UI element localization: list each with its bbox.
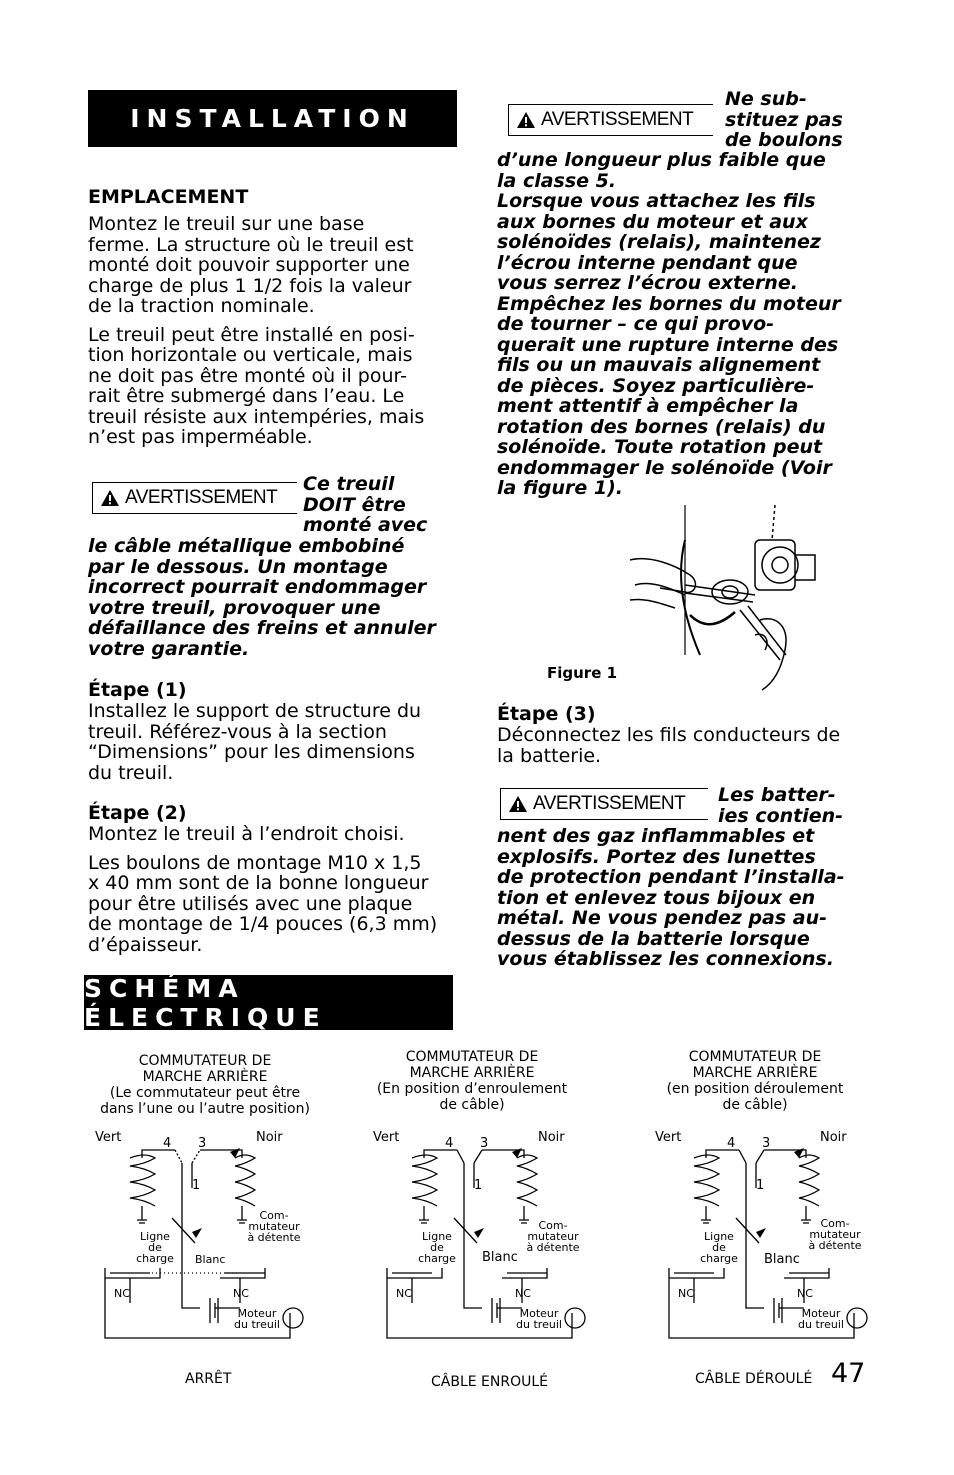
wiring-diagram-wind xyxy=(372,1128,602,1343)
vert-label: Vert xyxy=(95,1130,122,1145)
text-line: rait être submergé dans l’eau. Le xyxy=(88,385,405,407)
text-line: (en position déroulement xyxy=(666,1081,844,1097)
schema-title: SCHÉMA ÉLECTRIQUE xyxy=(84,973,327,1032)
text-line: Déconnectez les fils conducteurs de xyxy=(497,724,841,746)
text-line: vous serrez l’écrou externe. xyxy=(497,272,798,294)
text-line: la classe 5. xyxy=(497,169,617,192)
text-line: Montez le treuil sur une base xyxy=(88,213,365,235)
warning-badge xyxy=(500,788,708,820)
text-line: de pièces. Soyez particulière- xyxy=(497,374,815,397)
warning-3-text xyxy=(497,826,887,970)
commutateur-label xyxy=(806,1218,864,1251)
text-line: fils ou un mauvais alignement xyxy=(497,354,821,376)
emplacement-paragraph-1 xyxy=(88,214,458,317)
step-2-heading: Étape (2) xyxy=(88,802,187,824)
text-line: Com- xyxy=(259,1209,289,1222)
text-line: treuil. Référez-vous à la section xyxy=(88,720,387,743)
text-line: n’est pas imperméable. xyxy=(88,426,313,448)
text-line: pour être utilisés avec une plaque xyxy=(88,892,413,915)
text-line: Les batter- xyxy=(718,784,836,806)
text-line: du treuil xyxy=(516,1318,562,1331)
nc-label: NC xyxy=(114,1287,130,1300)
moteur-label xyxy=(232,1308,282,1330)
text-line: solénoïde. Toute rotation peut xyxy=(497,436,823,458)
text-line: à détente xyxy=(247,1231,301,1244)
nc-label: NC xyxy=(678,1287,694,1300)
text-line: Moteur xyxy=(801,1307,841,1320)
text-line: Empêchez les bornes du moteur xyxy=(497,292,841,315)
text-line: Ligne xyxy=(140,1230,170,1243)
text-line: de montage de 1/4 pouces (6,3 mm) xyxy=(88,913,438,935)
noir-label: Noir xyxy=(820,1130,847,1145)
text-line: solénoïdes (relais), maintenez xyxy=(497,231,821,253)
nc-label: NC xyxy=(396,1287,412,1300)
diagram-2-footer: CÂBLE ENROULÉ xyxy=(431,1374,549,1390)
text-line: mutateur xyxy=(248,1220,300,1233)
vert-label: Vert xyxy=(655,1130,682,1145)
text-line: rotation des bornes (relais) du xyxy=(497,415,826,438)
text-line: dessus de la batterie lorsque xyxy=(497,927,810,950)
emplacement-heading: EMPLACEMENT xyxy=(88,186,249,208)
schema-title-bar xyxy=(84,975,453,1030)
emplacement-section xyxy=(88,186,458,448)
ligne-de-charge-label xyxy=(412,1231,462,1264)
blanc-label: Blanc xyxy=(482,1250,518,1265)
text-line: x 40 mm sont de la bonne longueur xyxy=(88,872,429,894)
text-line: monté avec xyxy=(303,514,428,536)
text-line: incorrect pourrait endommager xyxy=(88,576,427,598)
text-line: à détente xyxy=(808,1239,862,1252)
text-line: ment attentif à empêcher la xyxy=(497,395,799,417)
text-line: tion et enlevez tous bijoux en xyxy=(497,886,816,909)
warning-badge-label: AVERTISSEMENT xyxy=(125,487,278,508)
warning-triangle-icon xyxy=(509,796,527,812)
text-line: Com- xyxy=(820,1217,850,1230)
step-2 xyxy=(88,802,458,955)
text-line: (Le commutateur peut être xyxy=(109,1085,301,1101)
text-line: de xyxy=(430,1241,444,1254)
text-line: de câble) xyxy=(722,1097,788,1113)
text-line: défaillance des freins et annuler xyxy=(88,617,436,639)
warning-1-text xyxy=(88,536,468,659)
wiring-diagram-unwind xyxy=(654,1128,884,1343)
text-line: votre garantie. xyxy=(88,637,250,660)
text-line: MARCHE ARRIÈRE xyxy=(142,1069,268,1085)
text-line: ies contien- xyxy=(718,804,844,827)
text-line: mutateur xyxy=(809,1228,861,1241)
text-line: Ne sub- xyxy=(725,88,807,110)
text-line: charge xyxy=(418,1252,456,1265)
wiring-diagram-off xyxy=(90,1128,320,1343)
terminal-4-label: 4 xyxy=(163,1136,172,1151)
text-line: COMMUTATEUR DE xyxy=(138,1053,272,1069)
terminal-3-label: 3 xyxy=(198,1136,207,1151)
text-line: Installez le support de structure du xyxy=(88,700,422,722)
text-line: “Dimensions” pour les dimensions xyxy=(88,741,415,763)
text-line: du treuil xyxy=(234,1318,280,1331)
text-line: tion horizontale ou verticale, mais xyxy=(88,344,413,366)
page-number: 47 xyxy=(831,1358,866,1389)
step-1-heading: Étape (1) xyxy=(88,679,187,701)
text-line: MARCHE ARRIÈRE xyxy=(409,1065,535,1081)
blanc-label: Blanc xyxy=(764,1252,800,1267)
text-line: explosifs. Portez des lunettes xyxy=(497,845,816,868)
text-line: du treuil. xyxy=(88,761,174,784)
text-line: charge xyxy=(700,1252,738,1265)
text-line: charge xyxy=(136,1252,174,1265)
diagram-2-caption xyxy=(357,1049,587,1113)
text-line: ne doit pas être monté où il pour- xyxy=(88,364,407,387)
text-line: querait une rupture interne des xyxy=(497,333,839,356)
blanc-label: Blanc xyxy=(195,1253,226,1266)
text-line: de tourner – ce qui provo- xyxy=(497,313,775,335)
text-line: vous établissez les connexions. xyxy=(497,948,834,970)
text-line: Les boulons de montage M10 x 1,5 xyxy=(88,851,422,874)
text-line: charge de plus 1 1/2 fois la valeur xyxy=(88,274,412,297)
text-line: le câble métallique embobiné xyxy=(88,535,405,557)
terminal-4-label: 4 xyxy=(445,1136,454,1151)
warning-badge-label: AVERTISSEMENT xyxy=(541,109,694,130)
text-line: de xyxy=(148,1241,162,1254)
noir-label: Noir xyxy=(256,1130,283,1145)
ligne-de-charge-label xyxy=(694,1231,744,1264)
text-line: DOIT être xyxy=(303,493,406,516)
text-line: Com- xyxy=(538,1219,568,1232)
warning-badge xyxy=(92,482,297,514)
moteur-label xyxy=(796,1308,846,1330)
text-line: MARCHE ARRIÈRE xyxy=(692,1065,818,1081)
diagram-3-caption xyxy=(640,1049,870,1113)
warning-1-side-text xyxy=(303,474,427,536)
text-line: de la traction nominale. xyxy=(88,295,315,317)
text-line: (En position d’enroulement xyxy=(376,1081,568,1097)
step-1 xyxy=(88,679,458,783)
text-line: Ce treuil xyxy=(303,473,395,495)
terminal-3-label: 3 xyxy=(762,1136,771,1151)
warning-2-text xyxy=(497,150,877,499)
terminal-4-label: 4 xyxy=(727,1136,736,1151)
warning-3-side-text xyxy=(718,785,843,826)
text-line: Ligne xyxy=(422,1230,452,1243)
figure-1-illustration xyxy=(590,500,830,695)
installation-title-bar xyxy=(88,90,457,147)
noir-label: Noir xyxy=(538,1130,565,1145)
text-line: COMMUTATEUR DE xyxy=(405,1049,539,1065)
text-line: l’écrou interne pendant que xyxy=(497,251,798,274)
text-line: treuil résiste aux intempéries, mais xyxy=(88,405,425,428)
text-line: Moteur xyxy=(519,1307,559,1320)
diagram-1-footer: ARRÊT xyxy=(185,1371,232,1387)
text-line: de protection pendant l’installa- xyxy=(497,866,845,888)
terminal-1-label: 1 xyxy=(192,1178,201,1193)
warning-2-side-text xyxy=(725,89,843,151)
text-line: d’épaisseur. xyxy=(88,933,203,956)
text-line: par le dessous. Un montage xyxy=(88,555,388,578)
vert-label: Vert xyxy=(373,1130,400,1145)
text-line: aux bornes du moteur et aux xyxy=(497,210,808,233)
commutateur-label xyxy=(524,1220,582,1253)
text-line: à détente xyxy=(526,1241,580,1254)
text-line: de boulons xyxy=(725,129,843,151)
text-line: Ligne xyxy=(704,1230,734,1243)
ligne-de-charge-label xyxy=(130,1231,180,1264)
diagram-1-caption xyxy=(90,1053,320,1117)
text-line: Moteur xyxy=(237,1307,277,1320)
installation-title: INSTALLATION xyxy=(130,104,415,133)
text-line: COMMUTATEUR DE xyxy=(688,1049,822,1065)
text-line: mutateur xyxy=(527,1230,579,1243)
text-line: ferme. La structure où le treuil est xyxy=(88,233,414,256)
moteur-label xyxy=(514,1308,564,1330)
step-3-heading: Étape (3) xyxy=(497,703,596,725)
text-line: de câble) xyxy=(439,1097,505,1113)
emplacement-paragraph-2 xyxy=(88,325,458,448)
text-line: du treuil xyxy=(798,1318,844,1331)
warning-badge-label: AVERTISSEMENT xyxy=(533,793,686,814)
text-line: Montez le treuil à l’endroit choisi. xyxy=(88,823,405,845)
figure-1-caption: Figure 1 xyxy=(547,664,618,682)
terminal-1-label: 1 xyxy=(756,1178,765,1193)
warning-triangle-icon xyxy=(101,490,119,506)
text-line: de xyxy=(712,1241,726,1254)
nc-label: NC xyxy=(515,1287,531,1300)
diagram-3-footer: CÂBLE DÉROULÉ xyxy=(695,1371,813,1387)
text-line: Le treuil peut être installé en posi- xyxy=(88,323,415,346)
text-line: stituez pas xyxy=(725,108,843,131)
text-line: dans l’une ou l’autre position) xyxy=(100,1101,310,1117)
text-line: Lorsque vous attachez les fils xyxy=(497,190,816,212)
text-line: endommager le solénoïde (Voir xyxy=(497,456,832,479)
warning-badge xyxy=(508,104,713,136)
text-line: votre treuil, provoquer une xyxy=(88,596,381,619)
warning-triangle-icon xyxy=(517,112,535,128)
text-line: métal. Ne vous pendez pas au- xyxy=(497,907,827,929)
step-3 xyxy=(497,703,877,766)
text-line: la batterie. xyxy=(497,744,602,767)
text-line: monté doit pouvoir supporter une xyxy=(88,254,410,276)
commutateur-label xyxy=(245,1210,303,1243)
nc-label: NC xyxy=(233,1287,249,1300)
terminal-1-label: 1 xyxy=(474,1178,483,1193)
text-line: la figure 1). xyxy=(497,477,624,499)
text-line: d’une longueur plus faible que xyxy=(497,149,826,171)
text-line: nent des gaz inflammables et xyxy=(497,825,815,847)
terminal-3-label: 3 xyxy=(480,1136,489,1151)
nc-label: NC xyxy=(797,1287,813,1300)
